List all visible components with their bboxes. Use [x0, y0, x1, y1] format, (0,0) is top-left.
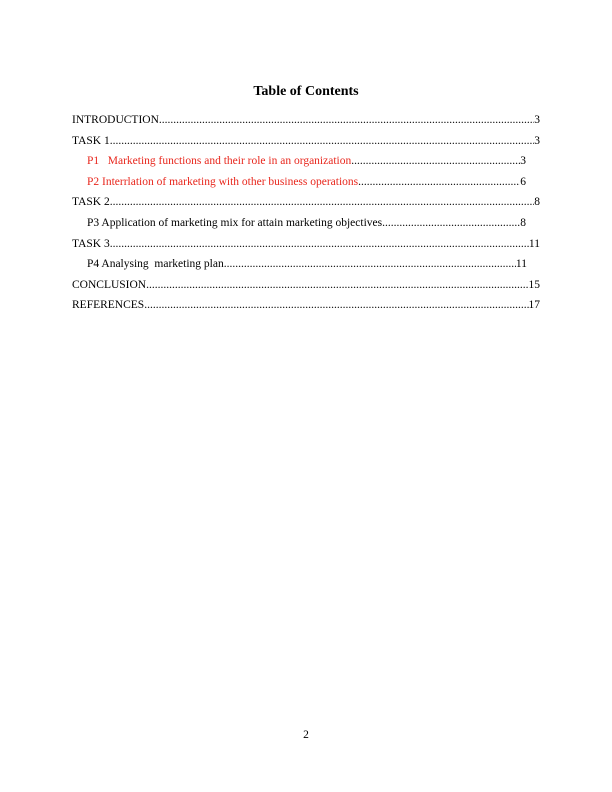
toc-entry-label: P2 Interrlation of marketing with other business operations — [87, 175, 359, 188]
toc-entry-label: TASK 2 — [72, 196, 110, 209]
toc-entry-p4[interactable] — [87, 257, 527, 278]
toc-entry-p3[interactable] — [87, 216, 526, 237]
toc-entry-page: 11 — [528, 237, 540, 250]
toc-entry-p2[interactable] — [87, 175, 526, 196]
toc-entry-page: 6 — [520, 175, 526, 188]
toc-entry-label: CONCLUSION — [72, 278, 147, 291]
dot-leader — [110, 237, 529, 251]
toc-entry-introduction[interactable] — [72, 113, 540, 134]
toc-entry-page: 3 — [520, 155, 526, 168]
toc-entry-p1[interactable] — [87, 154, 526, 175]
dot-leader — [110, 195, 535, 209]
toc-entry-label: P3 Application of marketing mix for attain marketing objectives — [87, 216, 383, 229]
toc-entry-conclusion[interactable] — [72, 278, 540, 299]
toc-entry-page: 11 — [515, 258, 527, 271]
dot-leader — [144, 298, 528, 312]
toc-entry-label: TASK 3 — [72, 237, 110, 250]
dot-leader — [382, 216, 520, 230]
dot-leader — [224, 257, 516, 271]
toc-entry-page: 8 — [534, 196, 540, 209]
toc-entry-label: REFERENCES — [72, 299, 145, 312]
dot-leader — [110, 134, 535, 148]
toc-entry-page: 3 — [534, 114, 540, 126]
toc-entry-task-3[interactable] — [72, 237, 540, 258]
toc-entry-label: P1 Marketing functions and their role in an organization — [87, 155, 352, 168]
dot-leader — [146, 278, 528, 292]
toc-entry-task-2[interactable] — [72, 195, 540, 216]
toc-entry-task-1[interactable] — [72, 134, 540, 155]
toc-entry-page: 3 — [534, 134, 540, 147]
toc-entry-references[interactable] — [72, 298, 540, 319]
toc-entry-label: TASK 1 — [72, 134, 110, 147]
page-number: 2 — [303, 729, 309, 741]
table-of-contents — [72, 113, 540, 319]
dot-leader — [351, 154, 520, 168]
toc-entry-page: 15 — [528, 278, 540, 291]
toc-title: Table of Contents — [253, 84, 359, 99]
dot-leader — [358, 175, 520, 189]
toc-entry-page: 8 — [520, 216, 526, 229]
toc-entry-page: 17 — [528, 299, 540, 312]
dot-leader — [159, 113, 534, 127]
toc-entry-label: INTRODUCTION — [72, 114, 159, 126]
toc-entry-label: P4 Analysing marketing plan — [87, 258, 224, 271]
